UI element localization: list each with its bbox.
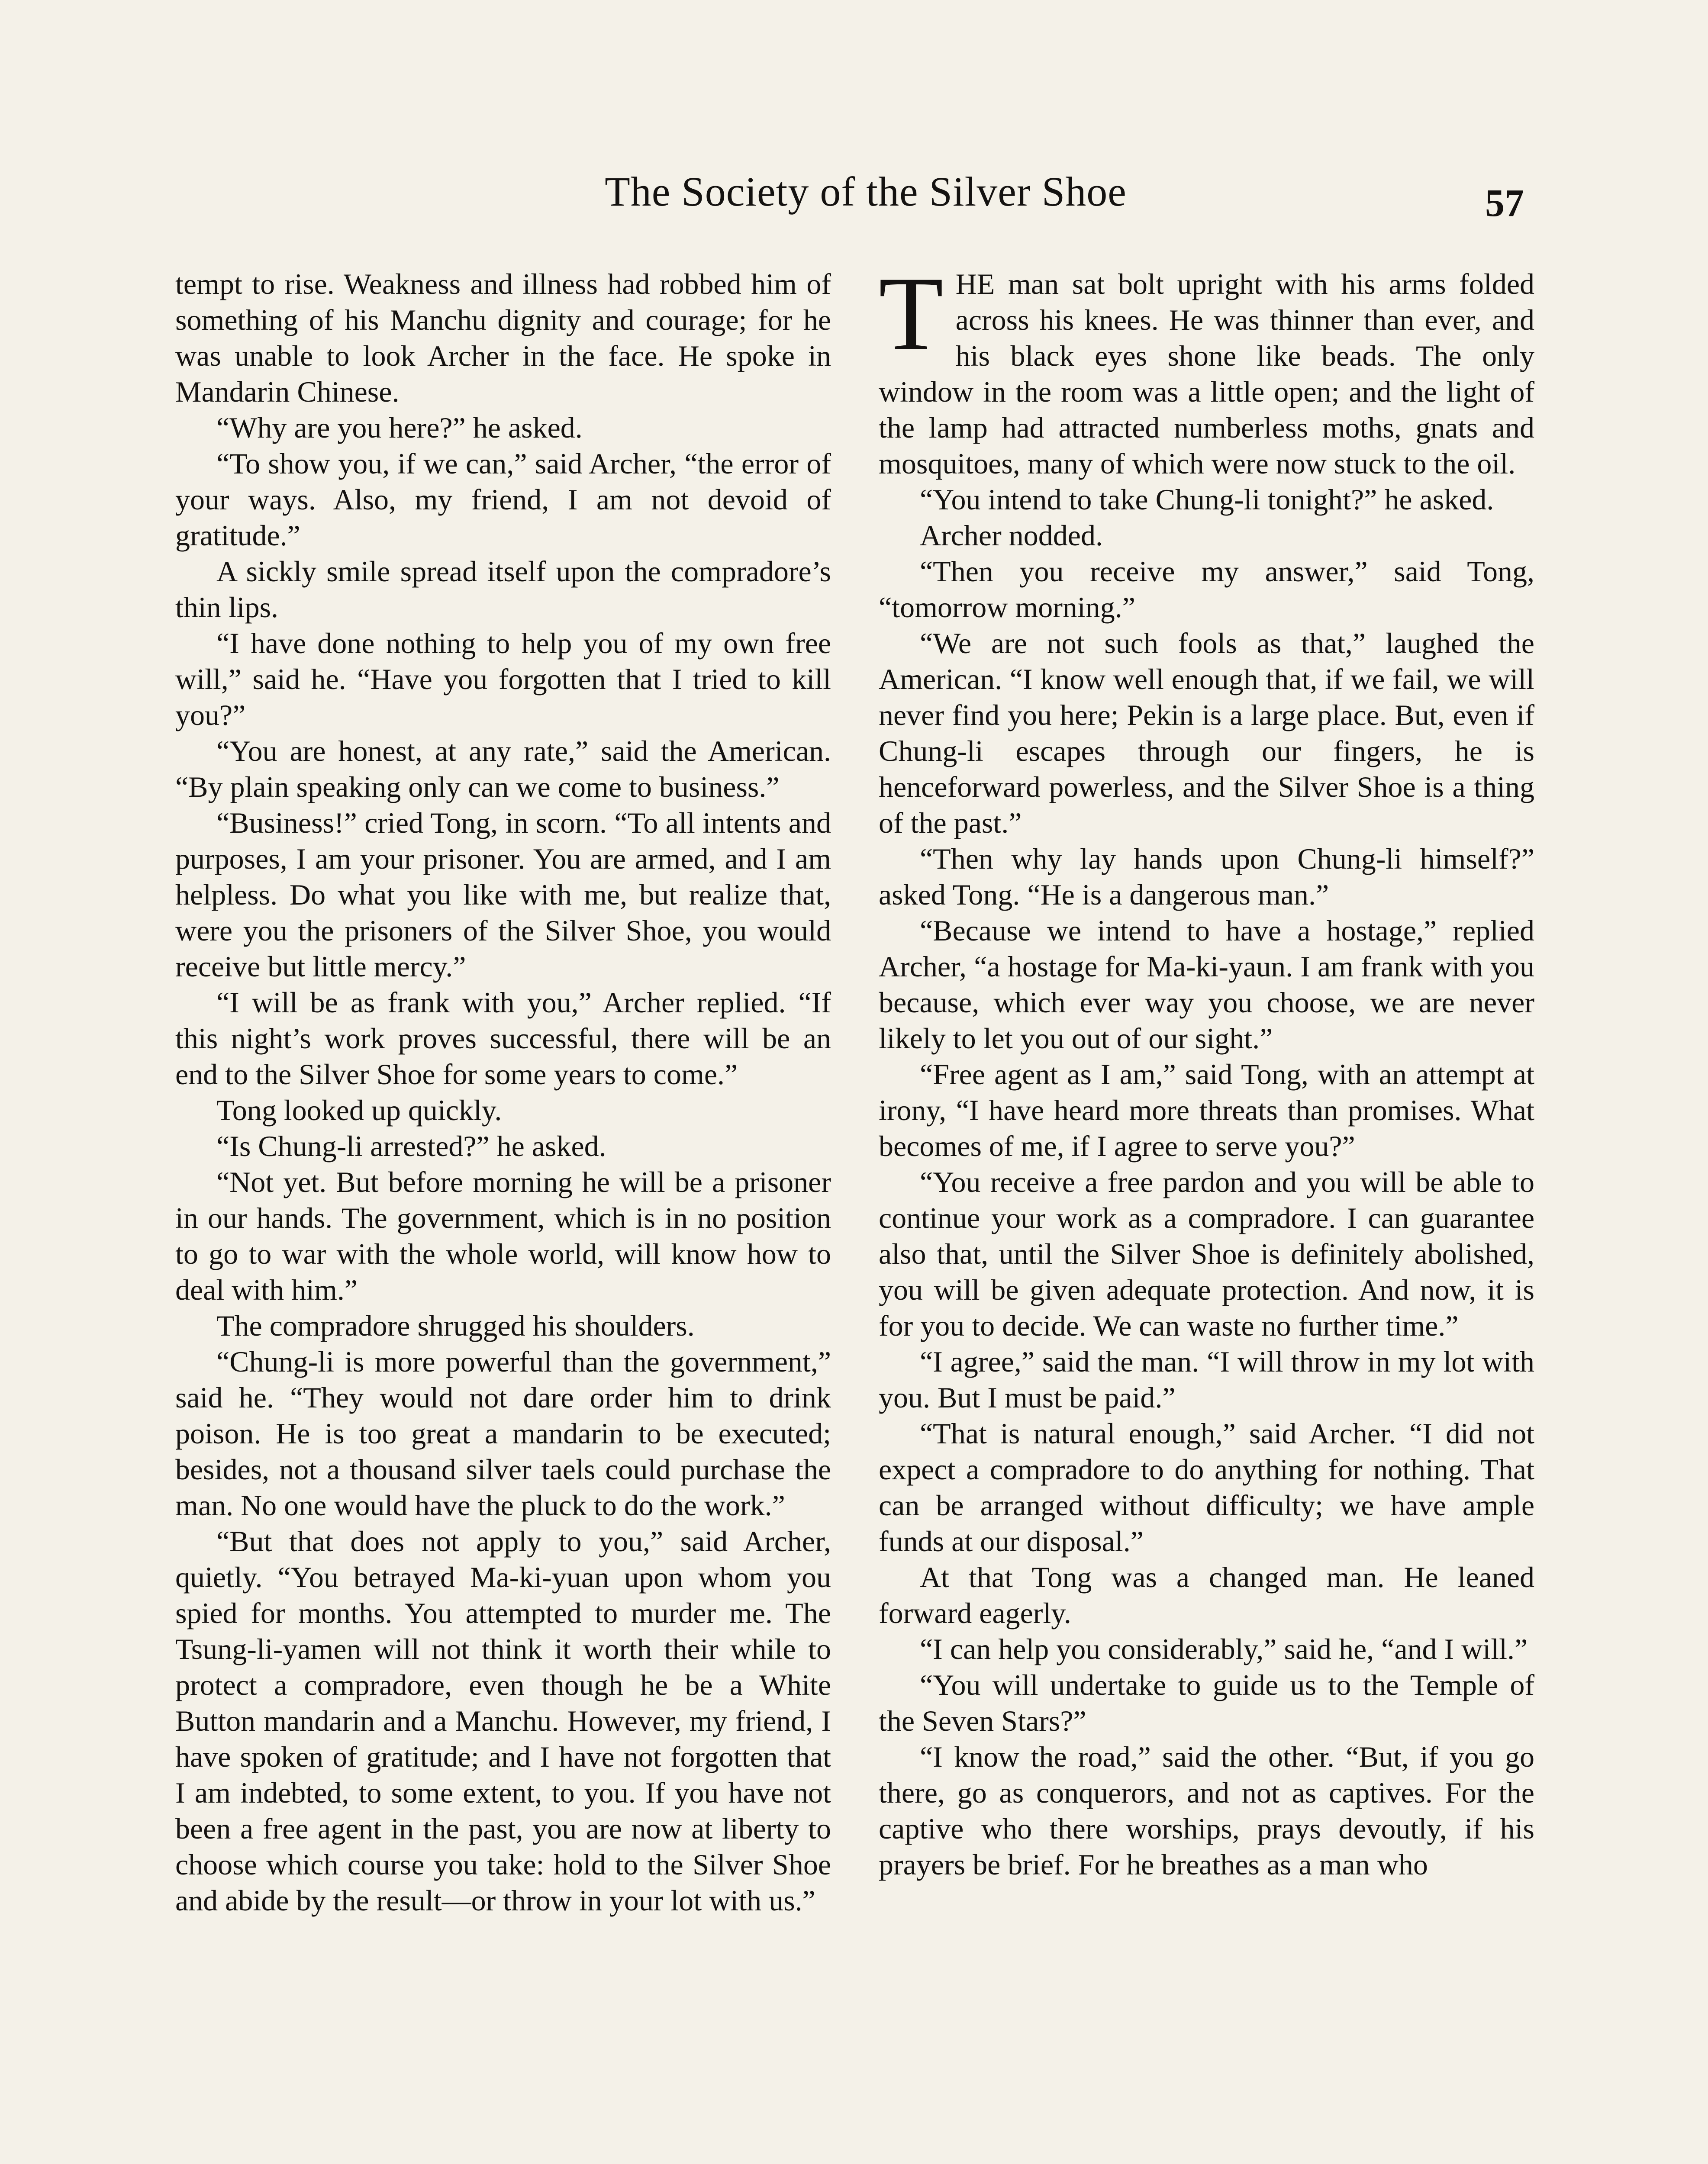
paragraph: “That is natural enough,” said Archer. “I did not expect a compradore to do anything for nothing. That can be arranged without difficulty; we have ample funds at our disposal.”: [879, 1417, 1534, 1558]
paragraph: “Why are you here?” he asked.: [216, 411, 583, 444]
opening-paragraph-text: HE man sat bolt upright with his arms folded across his knees. He was thinner than ever, and his black eyes shone like beads. The only window in the room was a little open; and the light of the lamp had attracted numberless moths, gnats and mosquitoes, many of which were now stuck to the oil.: [879, 267, 1534, 480]
running-title: The Society of the Silver Shoe: [605, 168, 1127, 215]
paragraph: “Free agent as I am,” said Tong, with an attempt at irony, “I have heard more threats than promises. What becomes of me, if I agree to serve you?”: [879, 1058, 1534, 1163]
page-number: 57: [1485, 182, 1524, 225]
paragraph: “You receive a free pardon and you will be able to continue your work as a compradore. I can guarantee also that, until the Silver Shoe is definitely abolished, you will be given adequate protection. And now, it is for you to decide. We can waste no further time.”: [879, 1166, 1534, 1342]
right-text-column: [879, 255, 1534, 1883]
paragraph: “We are not such fools as that,” laughed the American. “I know well enough that, if we fail, we will never find you here; Pekin is a large place. But, even if Chung-li escapes through our fingers, he is henceforward powerless, and the Silver Shoe is a thing of the past.”: [879, 627, 1534, 839]
paragraph: Archer nodded.: [920, 519, 1103, 552]
paragraph: At that Tong was a changed man. He leaned forward eagerly.: [879, 1561, 1534, 1629]
paragraph: “You will undertake to guide us to the Temple of the Seven Stars?”: [879, 1668, 1534, 1737]
left-text-column: [175, 266, 831, 1919]
paragraph: “To show you, if we can,” said Archer, “the error of your ways. Also, my friend, I am not devoid of gratitude.”: [175, 447, 831, 552]
paragraph: “Business!” cried Tong, in scorn. “To all intents and purposes, I am your prisoner. You are armed, and I am helpless. Do what you like with me, but realize that, were you the prisoners of the Silver Shoe, you would receive but little mercy.”: [175, 806, 831, 983]
paragraph: “You intend to take Chung-li tonight?” he asked.: [920, 483, 1494, 516]
paragraph: “Chung-li is more powerful than the government,” said he. “They would not dare order him to drink poison. He is too great a mandarin to be executed; besides, not a thousand silver taels could purchase the man. No one would have the pluck to do the work.”: [175, 1345, 831, 1522]
paragraph: A sickly smile spread itself upon the compradore’s thin lips.: [175, 555, 831, 624]
paragraph: “I can help you considerably,” said he, “and I will.”: [920, 1633, 1528, 1665]
paragraph: “But that does not apply to you,” said Archer, quietly. “You betrayed Ma-ki-yuan upon whom you spied for months. You attempted to murder me. The Tsung-li-yamen will not think it worth their while to protect a compradore, even though he be a White Button mandarin and a Manchu. However, my friend, I have spoken of gratitude; and I have not forgotten that I am indebted, to some extent, to you. If you have not been a free agent in the past, you are now at liberty to choose which course you take: hold to the Silver Shoe and abide by the result—or throw in your lot with us.”: [175, 1525, 831, 1917]
paragraph: “I will be as frank with you,” Archer replied. “If this night’s work proves successful, there will be an end to the Silver Shoe for some years to come.”: [175, 986, 831, 1091]
paragraph: The compradore shrugged his shoulders.: [216, 1309, 695, 1342]
drop-cap: T: [879, 255, 944, 372]
paragraph: “Because we intend to have a hostage,” replied Archer, “a hostage for Ma-ki-yaun. I am frank with you because, which ever way you choose, we are never likely to let you out of our sight.”: [879, 914, 1534, 1055]
paragraph: “You are honest, at any rate,” said the American. “By plain speaking only can we come to business.”: [175, 734, 831, 803]
paragraph: “I agree,” said the man. “I will throw in my lot with you. But I must be paid.”: [879, 1345, 1534, 1414]
paragraph: “Not yet. But before morning he will be a prisoner in our hands. The government, which is in no position to go to war with the whole world, will know how to deal with him.”: [175, 1166, 831, 1306]
paragraph: “I know the road,” said the other. “But, if you go there, go as conquerors, and not as captives. For the captive who there worships, prays devoutly, if his prayers be brief. For he breathes as a man who: [879, 1740, 1534, 1881]
paragraph: “Then you receive my answer,” said Tong, “tomorrow morning.”: [879, 555, 1534, 624]
paragraph: “I have done nothing to help you of my own free will,” said he. “Have you forgotten that I tried to kill you?”: [175, 627, 831, 731]
paragraph: “Is Chung-li arrested?” he asked.: [216, 1130, 606, 1163]
paragraph: “Then why lay hands upon Chung-li himself?” asked Tong. “He is a dangerous man.”: [879, 842, 1534, 911]
paragraph-continuation: tempt to rise. Weakness and illness had robbed him of something of his Manchu dignity and courage; for he was unable to look Archer in the face. He spoke in Mandarin Chinese.: [175, 267, 831, 408]
opening-paragraph: [879, 255, 1534, 482]
paragraph: Tong looked up quickly.: [216, 1094, 502, 1127]
